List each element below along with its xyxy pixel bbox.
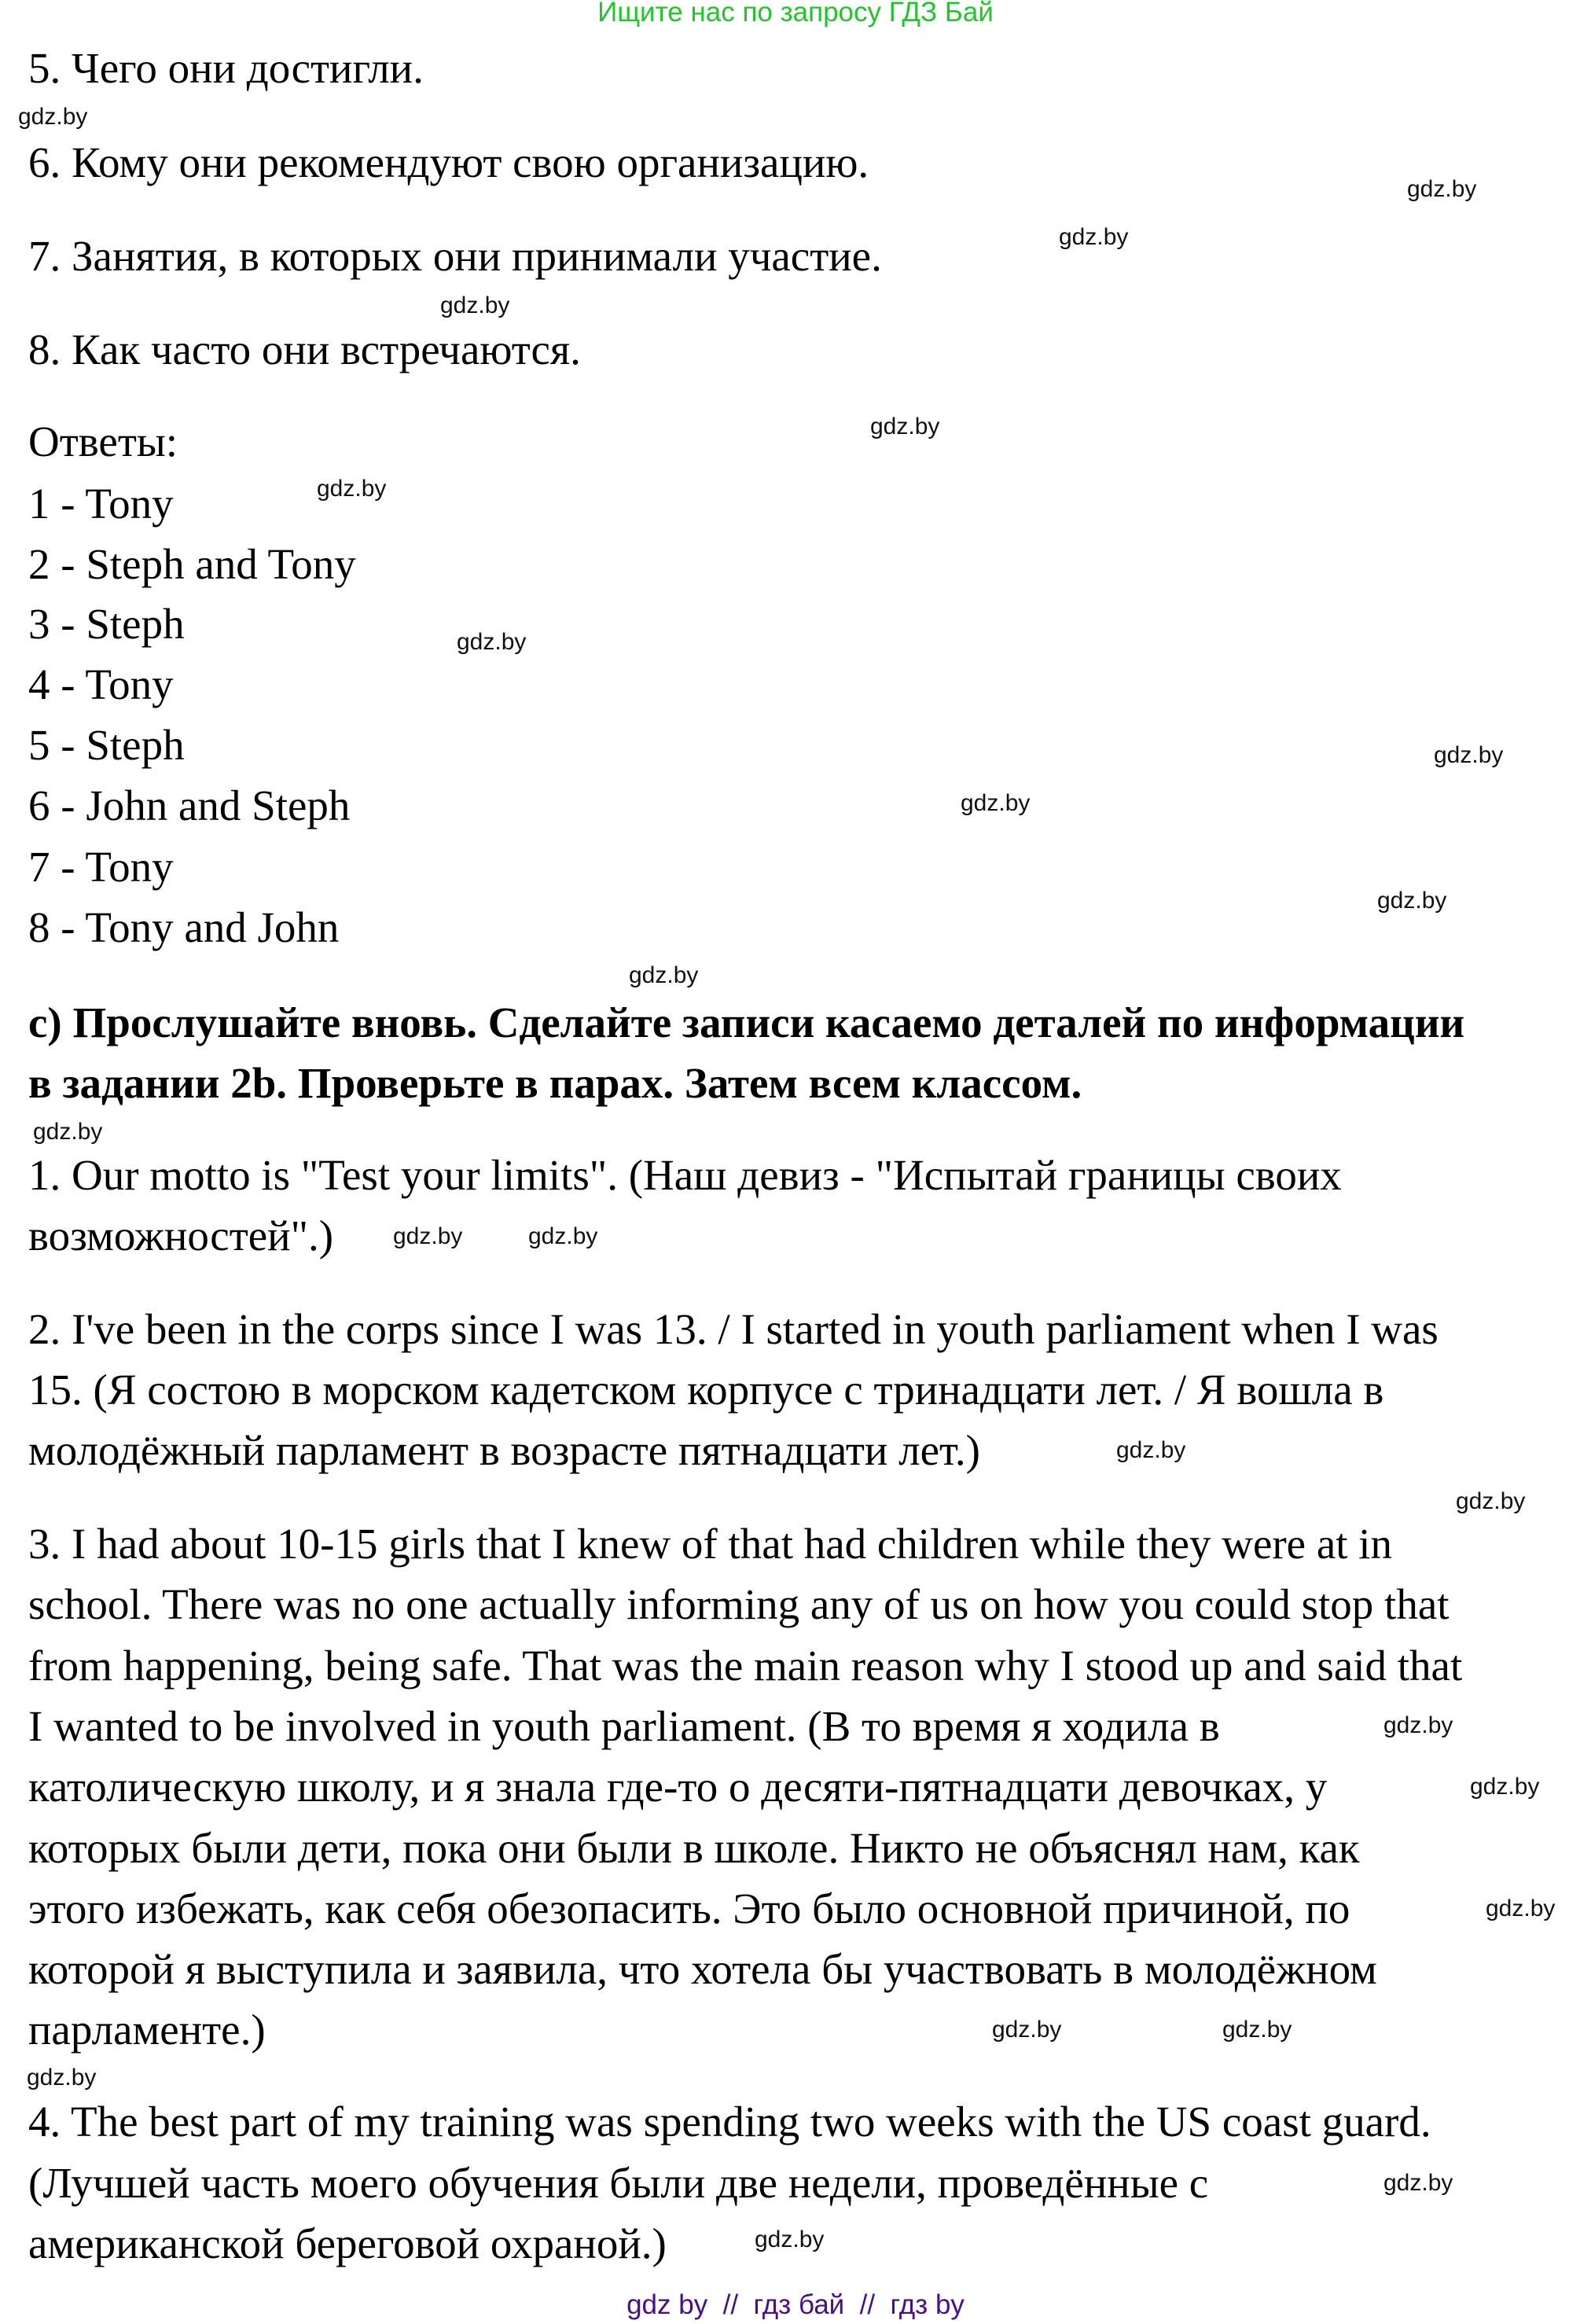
answer-4: 4 - Tony	[28, 660, 174, 708]
item-1-line: 1. Our motto is "Test your limits". (Наш девиз - "Испытай границы своих	[28, 1151, 1342, 1199]
item-2-line: молодёжный парламент в возрасте пятнадцати лет.)	[28, 1426, 980, 1474]
item-3-line: которой я выступила и заявила, что хотела бы участвовать в молодёжном	[28, 1945, 1377, 1993]
answer-6: 6 - John and Steph	[28, 781, 351, 829]
item-3-line: которых были дети, пока они были в школе. Никто не объяснял нам, как	[28, 1824, 1360, 1872]
item-3-line: school. There was no one actually informing any of us on how you could stop that	[28, 1580, 1450, 1628]
item-4-line: 4. The best part of my training was spending two weeks with the US coast guard.	[28, 2098, 1431, 2146]
item-4-line: (Лучшей часть моего обучения были две недели, проведённые с	[28, 2159, 1209, 2207]
question-6: 6. Кому они рекомендуют свою организацию.	[28, 138, 869, 186]
footer-links: gdz by // гдз бай // гдз by	[626, 2289, 965, 2320]
watermark: gdz.by	[755, 2227, 825, 2252]
watermark: gdz.by	[992, 2017, 1062, 2043]
watermark: gdz.by	[18, 104, 88, 130]
item-3-line: парламенте.)	[28, 2006, 266, 2054]
watermark: gdz.by	[393, 1223, 463, 1249]
watermark: gdz.by	[1407, 176, 1477, 202]
watermark: gdz.by	[870, 414, 940, 439]
item-2-line: 2. I've been in the corps since I was 13. / I started in youth parliament when I was	[28, 1305, 1439, 1353]
watermark: gdz.by	[457, 629, 527, 655]
answer-8: 8 - Tony and John	[28, 903, 340, 951]
watermark: gdz.by	[33, 1119, 103, 1145]
watermark: gdz.by	[629, 962, 699, 988]
answer-1: 1 - Tony	[28, 480, 174, 528]
answer-7: 7 - Tony	[28, 843, 174, 891]
watermark: gdz.by	[1116, 1437, 1186, 1463]
watermark: gdz.by	[440, 292, 510, 318]
answer-5: 5 - Steph	[28, 721, 185, 769]
task-heading: в задании 2b. Проверьте в парах. Затем всем классом.	[28, 1059, 1082, 1107]
item-3-line: 3. I had about 10-15 girls that I knew of that had children while they were at in	[28, 1520, 1393, 1568]
watermark: gdz.by	[1059, 224, 1129, 250]
watermark: gdz.by	[1222, 2017, 1292, 2043]
watermark: gdz.by	[1383, 1712, 1453, 1738]
item-2-line: 15. (Я состою в морском кадетском корпусе с тринадцати лет. / Я вошла в	[28, 1366, 1384, 1414]
item-3-line: католическую школу, и я знала где-то о десяти-пятнадцати девочках, у	[28, 1763, 1328, 1811]
watermark: gdz.by	[317, 476, 387, 502]
watermark: gdz.by	[27, 2065, 97, 2090]
watermark: gdz.by	[1456, 1488, 1526, 1514]
answer-2: 2 - Steph and Tony	[28, 540, 356, 588]
answers-title: Ответы:	[28, 417, 178, 465]
question-5: 5. Чего они достигли.	[28, 44, 424, 92]
watermark: gdz.by	[1470, 1774, 1540, 1800]
watermark: gdz.by	[1383, 2170, 1453, 2196]
item-1-line: возможностей".)	[28, 1212, 334, 1259]
watermark: gdz.by	[1486, 1896, 1556, 1921]
watermark: gdz.by	[1377, 888, 1447, 914]
item-4-line: американской береговой охраной.)	[28, 2219, 667, 2267]
question-8: 8. Как часто они встречаются.	[28, 325, 581, 373]
item-3-line: I wanted to be involved in youth parliament. (В то время я ходила в	[28, 1702, 1220, 1750]
task-heading: c) Прослушайте вновь. Сделайте записи касаемо деталей по информации	[28, 998, 1465, 1046]
item-3-line: from happening, being safe. That was the main reason why I stood up and said that	[28, 1642, 1463, 1690]
item-3-line: этого избежать, как себя обезопасить. Это было основной причиной, по	[28, 1885, 1350, 1932]
question-7: 7. Занятия, в которых они принимали участие.	[28, 232, 882, 280]
search-banner: Ищите нас по запросу ГДЗ Бай	[597, 0, 994, 28]
watermark: gdz.by	[961, 790, 1031, 816]
watermark: gdz.by	[1434, 742, 1504, 768]
watermark: gdz.by	[528, 1223, 598, 1249]
answer-3: 3 - Steph	[28, 600, 185, 648]
